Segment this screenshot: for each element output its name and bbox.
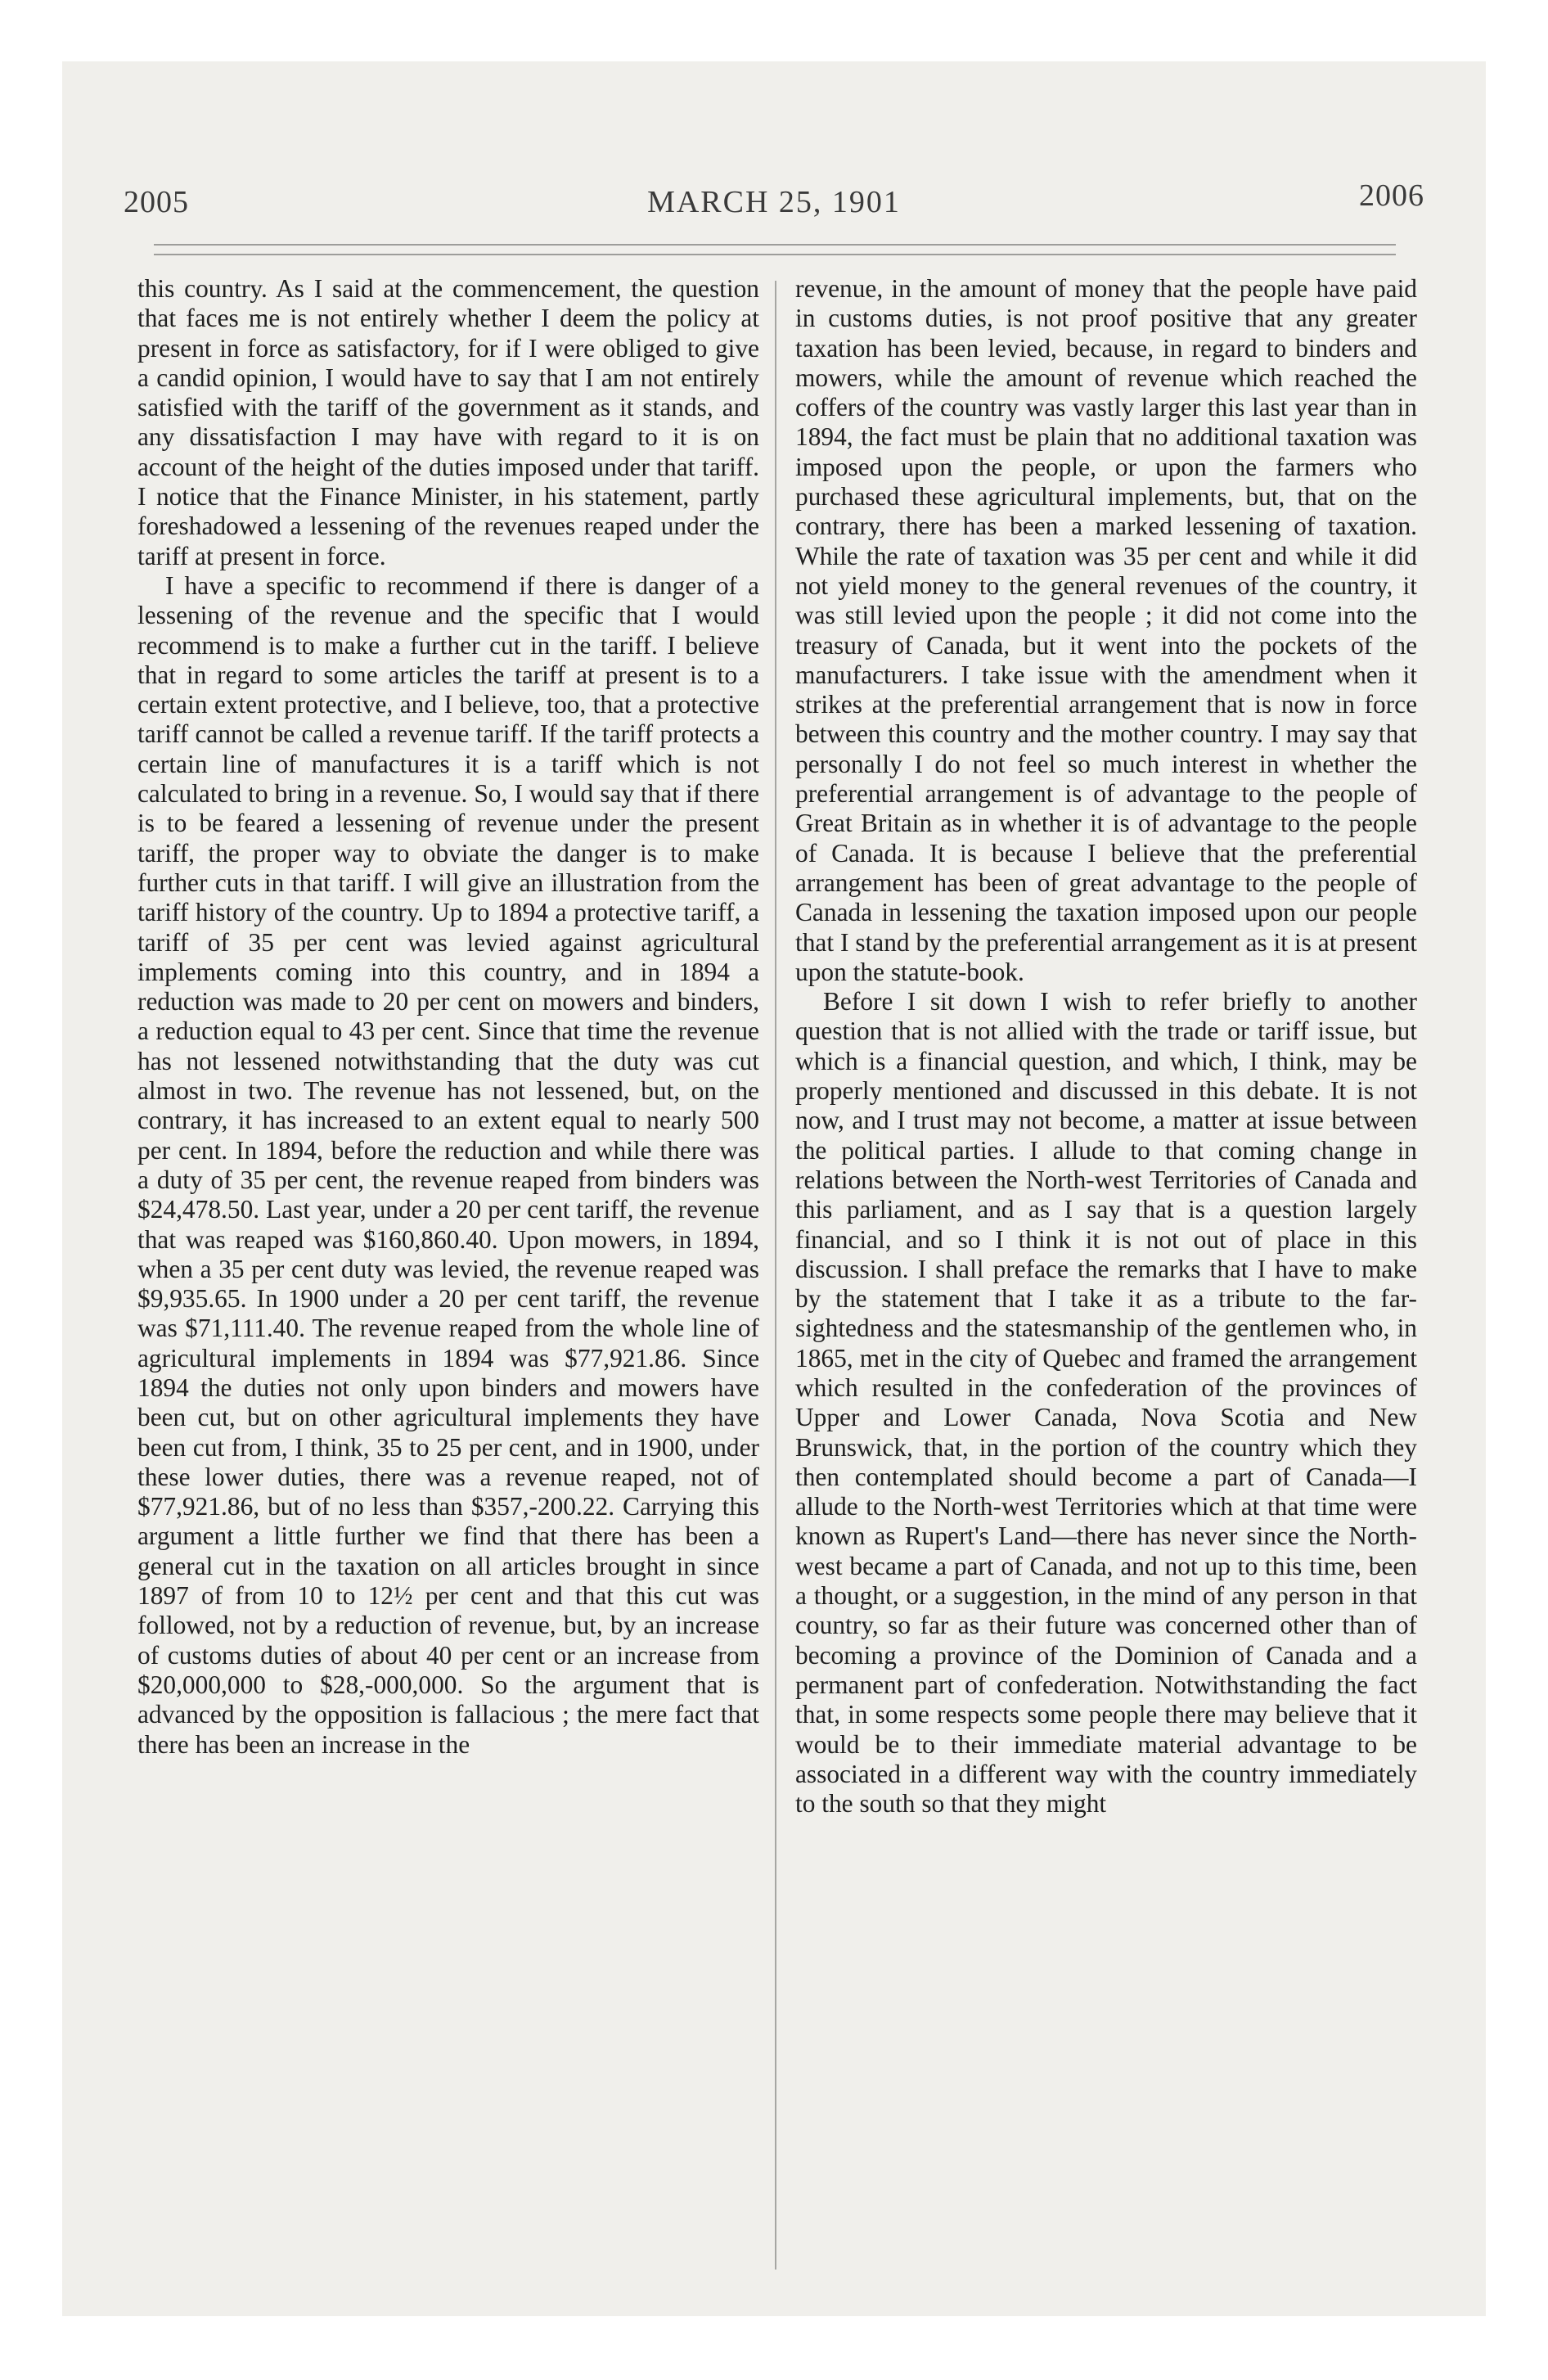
column-divider bbox=[775, 281, 776, 2270]
paragraph: revenue, in the amount of money that the people have paid in customs duties, is not proof positive that any greater taxation has been levied, because, in regard to binders and mowers, while the amount of revenue which reached the coffers of the country was vastly larger this last year than in 1894, the fact must be plain that no additional taxation was imposed upon the people, or upon the farmers who purchased these agricultural implements, but, that on the contrary, there has been a marked lessening of taxation. While the rate of taxation was 35 per cent and while it did not yield money to the general revenues of the country, it was still levied upon the people ; it did not come into the treasury of Canada, but it went into the pockets of the manufacturers. I take issue with the amendment when it strikes at the preferential arrangement that is now in force between this country and the mother country. I may say that personally I do not feel so much interest in whether the preferential arrangement is of advantage to the people of Great Britain as in whether it is of advantage to the people of Canada. It is because I believe that the preferential arrangement has been of great advantage to the people of Canada in lessening the taxation imposed upon our people that I stand by the preferential arrangement as it is at present upon the statute-book. bbox=[795, 274, 1417, 986]
paragraph: Before I sit down I wish to refer briefly to another question that is not allied with the trade or tariff issue, but which is a financial question, and which, I think, may be properly mentioned and discussed in this debate. It is not now, and I trust may not become, a matter at issue between the political parties. I allude to that coming change in relations between the North-west Territories of Canada and this parliament, and as I say that is a question largely financial, and so I think it is not out of place in this discussion. I shall preface the remarks that I have to make by the statement that I take it as a tribute to the far-sightedness and the statesmanship of the gentlemen who, in 1865, met in the city of Quebec and framed the arrangement which resulted in the confederation of the provinces of Upper and Lower Canada, Nova Scotia and New Brunswick, that, in the portion of the country which they then contemplated should become a part of Canada—I allude to the North-west Territories which at that time were known as Rupert's Land—there has never since the North-west became a part of Canada, and not up to this time, been a thought, or a suggestion, in the mind of any person in that country, so far as their future was concerned other than of becoming a province of the Dominion of Canada and a permanent part of confederation. Notwithstanding the fact that, in some respects some people there may believe that it would be to their immediate material advantage to be associated in a different way with the country immediately to the south so that they might bbox=[795, 987, 1417, 1819]
header-rule-bottom bbox=[154, 254, 1396, 255]
paragraph: this country. As I said at the commencement, the question that faces me is not entirely whether I deem the policy at present in force as satisfactory, for if I were obliged to give a candid opinion, I would have to say that I am not entirely satisfied with the tariff of the government as it stands, and any dissatisfaction I may have with regard to it is on account of the height of the duties imposed under that tariff. I notice that the Finance Minister, in his statement, partly foreshadowed a lessening of the revenues reaped under the tariff at present in force. bbox=[137, 274, 759, 570]
left-text-column bbox=[137, 274, 759, 1760]
left-page-number: 2005 bbox=[124, 185, 189, 219]
right-page-number: 2006 bbox=[1359, 178, 1424, 213]
paragraph: I have a specific to recommend if there is danger of a lessening of the revenue and the specific that I would recommend is to make a further cut in the tariff. I believe that in regard to some articles the tariff at present is to a certain extent protective, and I believe, too, that a protective tariff cannot be called a revenue tariff. If the tariff protects a certain line of manufactures it is a tariff which is not calculated to bring in a revenue. So, I would say that if there is to be feared a lessening of revenue under the present tariff, the proper way to obviate the danger is to make further cuts in that tariff. I will give an illustration from the tariff history of the country. Up to 1894 a protective tariff, a tariff of 35 per cent was levied against agricultural implements coming into this country, and in 1894 a reduction was made to 20 per cent on mowers and binders, a reduction equal to 43 per cent. Since that time the revenue has not lessened notwithstanding that the duty was cut almost in two. The revenue has not lessened, but, on the contrary, it has increased to an extent equal to nearly 500 per cent. In 1894, before the reduction and while there was a duty of 35 per cent, the revenue reaped from binders was $24,478.50. Last year, under a 20 per cent tariff, the revenue that was reaped was $160,860.40. Upon mowers, in 1894, when a 35 per cent duty was levied, the revenue reaped was $9,935.65. In 1900 under a 20 per cent tariff, the revenue was $71,111.40. The revenue reaped from the whole line of agricultural implements in 1894 was $77,921.86. Since 1894 the duties not only upon binders and mowers have been cut, but on other agricultural implements they have been cut from, I think, 35 to 25 per cent, and in 1900, under these lower duties, there was a revenue reaped, not of $77,921.86, but of no less than $357,-200.22. Carrying this argument a little further we find that there has been a general cut in the taxation on all articles brought in since 1897 of from 10 to 12½ per cent and that this cut was followed, not by a reduction of revenue, but, by an increase of customs duties of about 40 per cent or an increase from $20,000,000 to $28,-000,000. So the argument that is advanced by the opposition is fallacious ; the mere fact that there has been an increase in the bbox=[137, 570, 759, 1759]
page-date: MARCH 25, 1901 bbox=[647, 185, 901, 219]
scanned-page bbox=[62, 61, 1486, 2316]
header-rule-top bbox=[154, 244, 1396, 246]
page-header bbox=[62, 178, 1486, 233]
right-text-column bbox=[795, 274, 1417, 1819]
